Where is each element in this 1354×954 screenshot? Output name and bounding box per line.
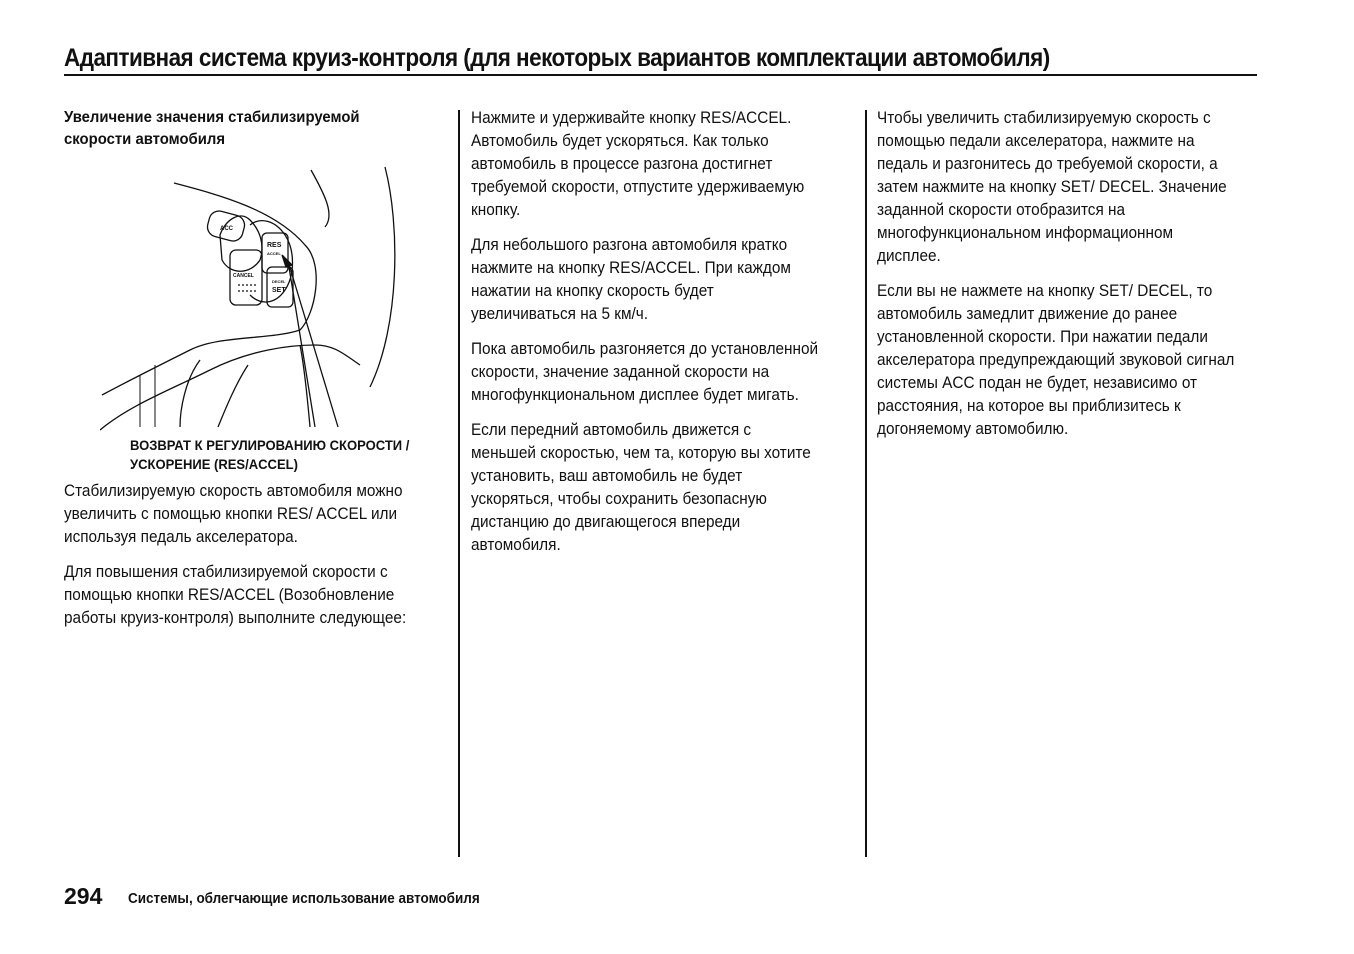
paragraph: Для повышения стабилизируемой скорости с помощью кнопки RES/ACCEL (Возобновление работы круиз-контроля) выполните следующее:	[64, 563, 407, 627]
steering-wheel-illustration	[100, 165, 445, 435]
page-title: Адаптивная система круиз-контроля (для некоторых вариантов комплектации автомобиля)	[64, 44, 1050, 72]
title-rule	[64, 74, 1257, 76]
paragraph: Если вы не нажмете на кнопку SET/ DECEL, то автомобиль замедлит движение до ранее установленной скорости. При нажатии педали акселератора предупреждающий звуковой сигнал системы ACC подан не будет, независимо от расстояния, на которое вы приблизитесь к догоняемому автомобилю.	[877, 282, 1235, 438]
res-button-sublabel: ACCEL	[267, 251, 281, 256]
column-divider	[865, 110, 867, 857]
set-button-sublabel: DECEL	[272, 279, 286, 284]
section-heading: Увеличение значения стабилизируемой скорости автомобиля	[64, 109, 360, 148]
column-1-body	[64, 480, 422, 642]
paragraph: Если передний автомобиль движется с меньшей скоростью, чем та, которую вы хотите установить, ваш автомобиль не будет ускоряться, чтобы сохранить безопасную дистанцию до двигающегося впереди автомобиля.	[471, 421, 811, 554]
cancel-button-label: CANCEL	[233, 273, 254, 279]
footer-section-title: Системы, облегчающие использование автомобиля	[128, 891, 480, 907]
res-button-label: RES	[267, 242, 282, 249]
paragraph: Пока автомобиль разгоняется до установленной скорости, значение заданной скорости на многофункциональном дисплее будет мигать.	[471, 340, 819, 404]
figure-callout: ВОЗВРАТ К РЕГУЛИРОВАНИЮ СКОРОСТИ / УСКОРЕНИЕ (RES/ACCEL)	[130, 437, 410, 472]
paragraph: Нажмите и удерживайте кнопку RES/ACCEL. Автомобиль будет ускоряться. Как только автомобиль в процессе разгона достигнет требуемой скорости, отпустите удерживаемую кнопку.	[471, 109, 805, 219]
set-button-label: SET	[272, 287, 286, 294]
column-1-heading-block	[64, 107, 444, 151]
paragraph: Чтобы увеличить стабилизируемую скорость с помощью педали акселератора, нажмите на педаль и разгонитесь до требуемой скорости, а затем нажмите на кнопку SET/ DECEL. Значение заданной скорости отобразится на многофункциональном информационном дисплее.	[877, 109, 1227, 265]
column-divider	[458, 110, 460, 857]
acc-button-label: ACC	[220, 226, 233, 232]
column-3	[877, 107, 1235, 453]
column-2	[471, 107, 820, 569]
paragraph: Для небольшого разгона автомобиля кратко нажмите на кнопку RES/ACCEL. При каждом нажатии на кнопку скорость будет увеличиваться на 5 км/ч.	[471, 236, 791, 323]
paragraph: Стабилизируемую скорость автомобиля можно увеличить с помощью кнопки RES/ ACCEL или используя педаль акселератора.	[64, 482, 403, 546]
page-number: 294	[64, 883, 103, 909]
